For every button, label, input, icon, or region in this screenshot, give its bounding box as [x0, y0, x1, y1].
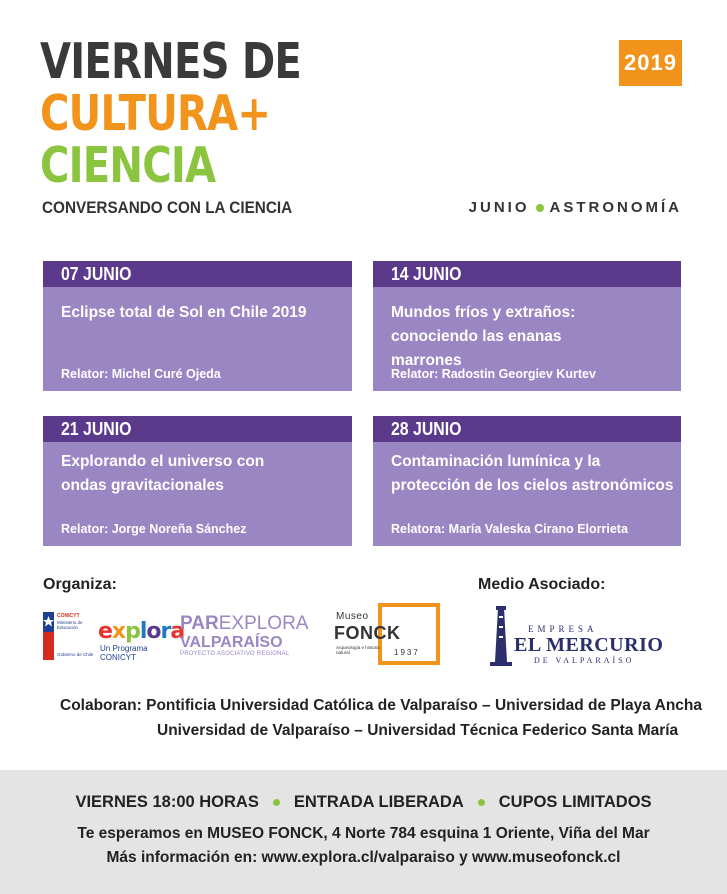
title-line-3: CIENCIA	[40, 137, 216, 194]
ministry-text: Ministerio de Educación	[57, 620, 83, 630]
explora-text: EXPLORA	[218, 613, 309, 634]
fonck-year: 1937	[394, 648, 420, 657]
conicyt-text: CONICYT	[57, 613, 80, 619]
collaborators-line-1: Colaboran: Pontificia Universidad Católica de Valparaíso – Universidad de Playa Ancha	[60, 697, 703, 714]
session-date: 21 JUNIO	[43, 416, 352, 442]
collaborators-line-2: Universidad de Valparaíso – Universidad Técnica Federico Santa María	[157, 722, 679, 739]
session-card	[373, 261, 681, 391]
month-label: JUNIO	[468, 199, 530, 216]
theme-label: ASTRONOMÍA	[549, 199, 682, 216]
footer-entry: ENTRADA LIBERADA	[293, 793, 464, 811]
session-date: 14 JUNIO	[373, 261, 681, 287]
museo-text: Museo	[336, 611, 369, 622]
session-card	[373, 416, 681, 546]
el-mercurio-text: EL MERCURIO	[514, 634, 664, 656]
footer-address: Te esperamos en MUSEO FONCK, 4 Norte 784 esquina 1 Oriente, Viña del Mar	[77, 825, 650, 842]
session-speaker: Relator: Jorge Noreña Sánchez	[61, 522, 247, 536]
par-text: PAR	[180, 613, 219, 634]
bullet-dot-icon	[273, 799, 280, 806]
valparaiso-text: VALPARAÍSO	[180, 634, 283, 651]
fonck-desc: Arqueología e historia natural	[336, 645, 380, 655]
event-title	[40, 33, 358, 194]
fonck-text: FONCK	[334, 623, 401, 643]
parexplora-tagline: PROYECTO ASOCIATIVO REGIONAL	[180, 651, 290, 657]
footer-highlights	[0, 793, 727, 812]
de-valparaiso-text: DE VALPARAÍSO	[534, 656, 635, 665]
session-topic: Eclipse total de Sol en Chile 2019	[61, 304, 307, 321]
session-speaker: Relator: Radostin Georgiev Kurtev	[391, 367, 596, 381]
month-theme	[469, 199, 682, 216]
footer-links: Más información en: www.explora.cl/valparaiso y www.museofonck.cl	[106, 849, 621, 866]
footer-info	[0, 770, 727, 894]
lighthouse-icon	[490, 604, 512, 668]
title-line-1: VIERNES DE	[40, 33, 302, 90]
session-card	[43, 416, 352, 546]
session-card	[43, 261, 352, 391]
footer-capacity: CUPOS LIMITADOS	[498, 793, 652, 811]
parexplora-logo	[180, 613, 309, 660]
bullet-dot-icon	[536, 204, 544, 212]
explora-logo: explora Un Programa CONICYT	[98, 619, 185, 662]
explora-tagline: Un Programa CONICYT	[100, 644, 148, 662]
session-date: 28 JUNIO	[373, 416, 681, 442]
title-line-2: CULTURA+	[40, 85, 271, 142]
media-label: Medio Asociado:	[478, 576, 606, 593]
session-topic: Explorando el universo con ondas gravitacionales	[61, 453, 265, 494]
session-date: 07 JUNIO	[43, 261, 352, 287]
empresa-text: EMPRESA	[528, 624, 598, 634]
el-mercurio-logo	[490, 604, 680, 668]
footer-time: VIERNES 18:00 HORAS	[75, 793, 259, 811]
museo-fonck-logo	[332, 603, 442, 665]
organizers-label: Organiza:	[43, 576, 117, 593]
session-topic: Contaminación lumínica y la protección de los cielos astronómicos	[391, 453, 674, 494]
event-subtitle: CONVERSANDO CON LA CIENCIA	[42, 198, 293, 217]
bullet-dot-icon	[478, 799, 485, 806]
gov-text: Gobierno de Chile	[57, 652, 94, 657]
conicyt-logo	[43, 612, 95, 660]
session-topic: Mundos fríos y extraños: conociendo las enanas marrones	[391, 304, 576, 369]
year-badge: 2019	[619, 40, 682, 86]
session-speaker: Relatora: María Valeska Cirano Elorrieta	[391, 522, 628, 536]
session-speaker: Relator: Michel Curé Ojeda	[61, 367, 221, 381]
